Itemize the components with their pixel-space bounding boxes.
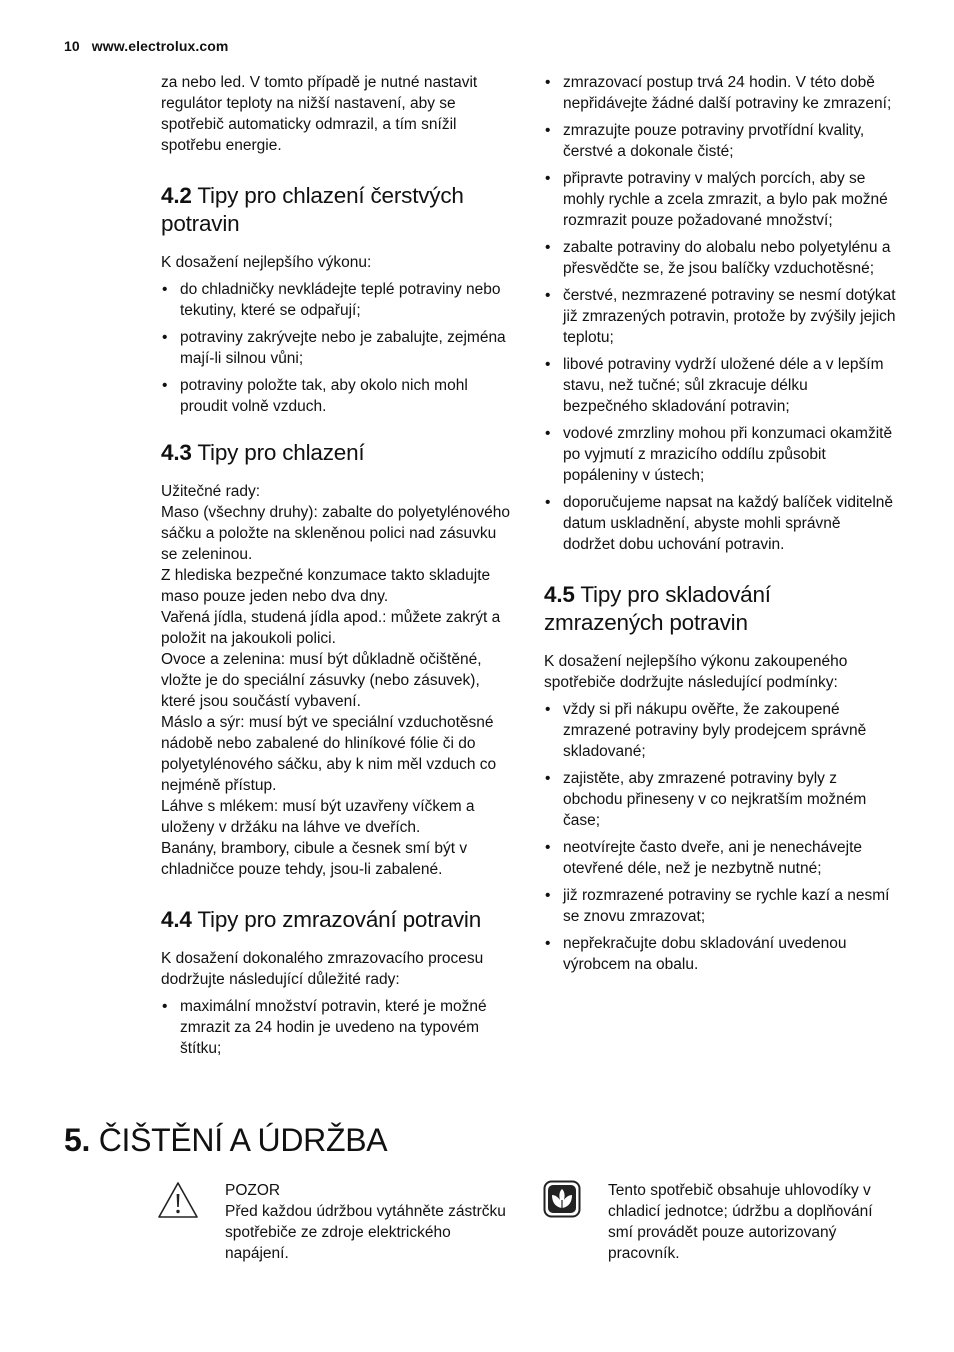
section-4-2-list (161, 279, 516, 417)
warning-triangle-icon (156, 1180, 200, 1220)
list-item: • do chladničky nevkládejte teplé potraviny nebo tekutiny, které se odpařují; (161, 279, 516, 321)
paragraph: Ovoce a zelenina: musí být důkladně očištěné, vložte je do speciální zásuvky (nebo zásuvek), které jsou součástí vybavení. (161, 651, 482, 710)
left-column (161, 72, 516, 1065)
right-column (544, 72, 896, 981)
page-header (64, 38, 228, 54)
list-item: • maximální množství potravin, které je možné zmrazit za 24 hodin je uvedeno na typovém štítku; (161, 996, 516, 1059)
section-number: 4.5 (544, 582, 575, 607)
paragraph: Maso (všechny druhy): zabalte do polyetylénového sáčku a položte na skleněnou polici nad zásuvku se zeleninou. (161, 504, 510, 563)
list-item: • připravte potraviny v malých porcích, aby se mohly rychle a zcela zmrazit, a bylo pak možné rozmrazit pouze požadované množství; (544, 168, 896, 231)
section-4-4-list-continued (544, 72, 896, 555)
section-4-5-list (544, 699, 896, 975)
list-item: • libové potraviny vydrží uložené déle a v lepším stavu, než tučné; sůl zkracuje délku bezpečného skladování potravin; (544, 354, 896, 417)
list-item: • nepřekračujte dobu skladování uvedenou výrobcem na obalu. (544, 933, 896, 975)
info-notice: Tento spotřebič obsahuje uhlovodíky v chladicí jednotce; údržbu a doplňování smí provádět pouze autorizovaný pracovník. (608, 1182, 873, 1262)
intro-continuation: za nebo led. V tomto případě je nutné nastavit regulátor teploty na nižší nastavení, aby se spotřebič automaticky odmrazil, a tím snížil spotřebu energie. (161, 74, 478, 154)
environment-icon (543, 1180, 581, 1218)
list-item: • zmrazujte pouze potraviny prvotřídní kvality, čerstvé a dokonale čisté; (544, 120, 896, 162)
paragraph: Užitečné rady: (161, 483, 261, 500)
list-item: • zajistěte, aby zmrazené potraviny byly z obchodu přineseny v co nejkratším možném čase; (544, 768, 896, 831)
chapter-number: 5. (64, 1122, 91, 1158)
list-item: • vodové zmrzliny mohou při konzumaci okamžitě po vyjmutí z mrazicího oddílu způsobit popáleniny v ústech; (544, 423, 896, 486)
paragraph: Vařená jídla, studená jídla apod.: můžete zakrýt a položit na jakoukoli polici. (161, 609, 501, 647)
section-4-5-intro: K dosažení nejlepšího výkonu zakoupeného spotřebiče dodržujte následující podmínky: (544, 653, 848, 691)
section-4-2-intro: K dosažení nejlepšího výkonu: (161, 254, 372, 271)
list-item: • doporučujeme napsat na každý balíček viditelně datum uskladnění, abyste mohli správně dodržet dobu uchování potravin. (544, 492, 896, 555)
section-4-4-list (161, 996, 516, 1059)
section-title: Tipy pro chlazení (197, 440, 365, 465)
section-number: 4.2 (161, 183, 192, 208)
list-item: • potraviny zakrývejte nebo je zabalujte, zejména mají-li silnou vůni; (161, 327, 516, 369)
section-4-5-heading (544, 581, 896, 637)
section-title: Tipy pro skladování zmrazených potravin (544, 582, 771, 635)
paragraph: Banány, brambory, cibule a česnek smí být v chladničce pouze tehdy, jsou-li zabalené. (161, 840, 468, 878)
chapter-5-heading (64, 1120, 387, 1160)
paragraph: Z hlediska bezpečné konzumace takto skladujte maso pouze jeden nebo dva dny. (161, 567, 491, 605)
list-item: • čerstvé, nezmrazené potraviny se nesmí dotýkat již zmrazených potravin, protože by zvýšily jejich teplotu; (544, 285, 896, 348)
section-4-4-heading (161, 906, 516, 934)
warning-notice (225, 1180, 515, 1264)
site-url[interactable]: www.electrolux.com (91, 38, 229, 54)
section-title: Tipy pro zmrazování potravin (197, 907, 482, 932)
section-title: Tipy pro chlazení čerstvých potravin (161, 183, 464, 236)
list-item: • zmrazovací postup trvá 24 hodin. V této době nepřidávejte žádné další potraviny ke zmrazení; (544, 72, 896, 114)
list-item: • zabalte potraviny do alobalu nebo polyetylénu a přesvědčte se, že jsou balíčky vzduchotěsné; (544, 237, 896, 279)
section-number: 4.3 (161, 440, 192, 465)
list-item: • potraviny položte tak, aby okolo nich mohl proudit volně vzduch. (161, 375, 516, 417)
paragraph: Láhve s mlékem: musí být uzavřeny víčkem a uloženy v držáku na láhve ve dveřích. (161, 798, 475, 836)
warning-title: POZOR (225, 1182, 281, 1199)
list-item: • již rozmrazené potraviny se rychle kazí a nesmí se znovu zmrazovat; (544, 885, 896, 927)
chapter-title: ČIŠTĚNÍ A ÚDRŽBA (98, 1122, 388, 1158)
page-number: 10 (64, 38, 80, 54)
paragraph: Máslo a sýr: musí být ve speciální vzduchotěsné nádobě nebo zabalené do hliníkové fólie či do polyetylénového sáčku, aby k nim měl vzduch co nejméně přístup. (161, 714, 497, 794)
section-4-3-heading (161, 439, 516, 467)
list-item: • vždy si při nákupu ověřte, že zakoupené zmrazené potraviny byly prodejcem správně skladované; (544, 699, 896, 762)
warning-text: Před každou údržbou vytáhněte zástrčku spotřebiče ze zdroje elektrického napájení. (225, 1203, 506, 1262)
list-item: • neotvírejte často dveře, ani je nenechávejte otevřené déle, než je nezbytně nutné; (544, 837, 896, 879)
section-number: 4.4 (161, 907, 192, 932)
section-4-2-heading (161, 182, 516, 238)
section-4-4-intro: K dosažení dokonalého zmrazovacího procesu dodržujte následující důležité rady: (161, 950, 484, 988)
